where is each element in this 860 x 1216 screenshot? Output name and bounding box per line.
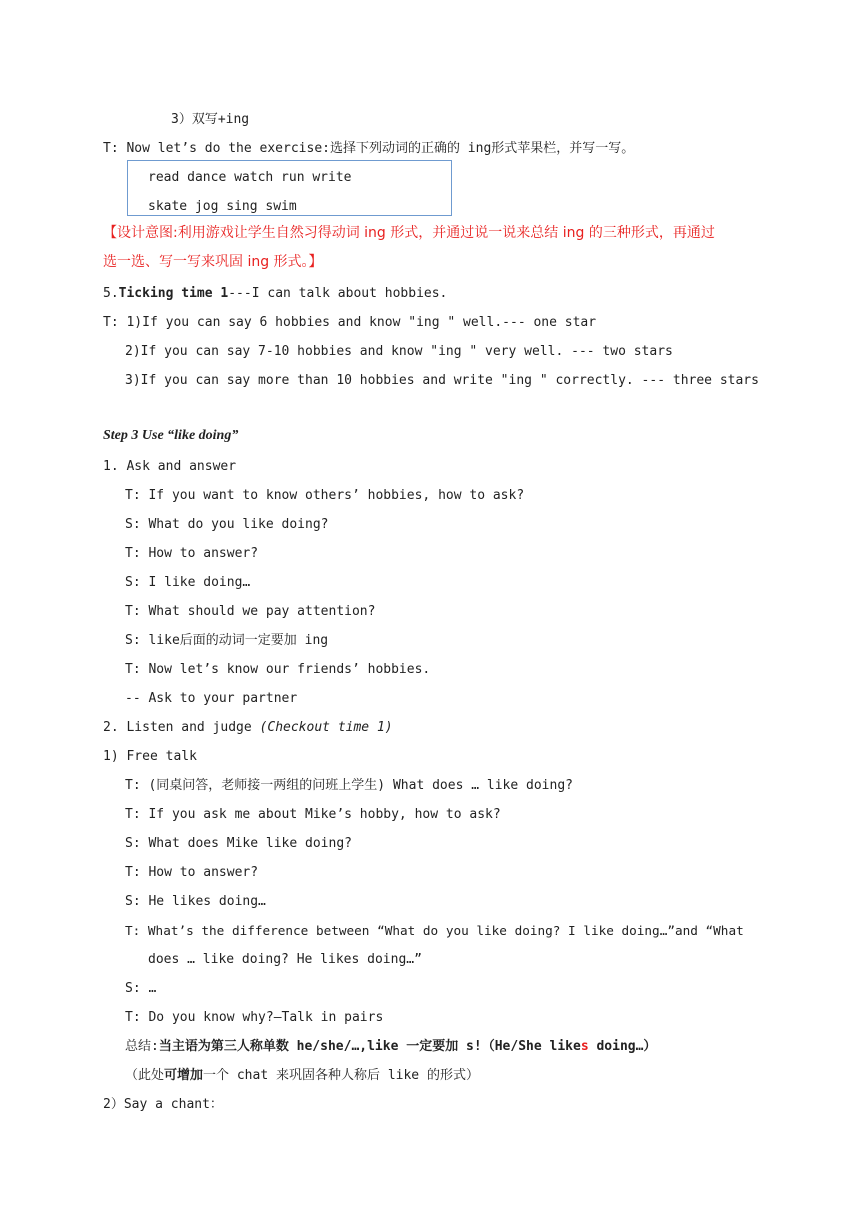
text-line: 3)If you can say more than 10 hobbies and write "ing " correctly. --- three stars xyxy=(125,373,759,388)
listen-judge-line xyxy=(103,719,393,737)
text-line: S: … xyxy=(125,981,157,996)
text-line: S: I like doing… xyxy=(125,575,251,590)
text-line: 1) Free talk xyxy=(103,749,197,764)
text-line: 2)If you can say 7-10 hobbies and know "ing " very well. --- two stars xyxy=(125,344,673,359)
text-line: T: If you want to know others’ hobbies, how to ask? xyxy=(125,488,525,503)
text-line: -- Ask to your partner xyxy=(125,691,298,706)
design-intent: 【设计意图:利用游戏让学生自然习得动词 ing 形式，并通过说一说来总结 ing 的三种形式，再通过 xyxy=(103,225,715,241)
summary-rule-end: doing…） xyxy=(588,1039,657,1054)
text-line: S: What does Mike like doing? xyxy=(125,836,352,851)
listen-judge-label: 2. Listen and judge xyxy=(103,720,260,735)
ticking-number: 5. xyxy=(103,286,119,301)
design-intent: 选一选、写一写来巩固 ing 形式。】 xyxy=(103,254,323,270)
ticking-rest: ---I can talk about hobbies. xyxy=(228,286,448,301)
summary-s-highlight: s xyxy=(580,1039,589,1054)
step-heading: Step 3 Use “like doing” xyxy=(103,428,239,443)
text-line: T: How to answer? xyxy=(125,865,259,880)
word-box-row: read dance watch run write xyxy=(148,170,352,185)
text-line: T: What should we pay attention? xyxy=(125,604,376,619)
note-end: 一个 chat 来巩固各种人称后 like 的形式） xyxy=(203,1068,479,1083)
ticking-title: Ticking time 1 xyxy=(118,286,229,301)
text-line: S: What do you like doing? xyxy=(125,517,329,532)
summary-label: 总结: xyxy=(125,1039,159,1054)
text-line: T: Now let’s do the exercise:选择下列动词的正确的 ing形式苹果栏，并写一写。 xyxy=(103,141,635,156)
checkout-note: (Checkout time 1) xyxy=(259,720,393,735)
text-line: T: (同桌问答，老师接一两组的问班上学生) What does … like doing? xyxy=(125,778,573,793)
note-start: （此处 xyxy=(125,1068,165,1083)
text-line: T: How to answer? xyxy=(125,546,259,561)
summary-line xyxy=(125,1038,656,1056)
text-line: T: Do you know why?—Talk in pairs xyxy=(125,1010,384,1025)
text-line: T: What’s the difference between “What do you like doing? I like doing…”and “What xyxy=(125,923,744,938)
note-line xyxy=(125,1067,479,1085)
text-line: T: Now let’s know our friends’ hobbies. xyxy=(125,662,431,677)
ticking-time-heading xyxy=(103,285,447,303)
text-line: 3）双写+ing xyxy=(171,112,250,127)
text-line: 1. Ask and answer xyxy=(103,459,237,474)
text-line: T: 1)If you can say 6 hobbies and know "ing " well.--- one star xyxy=(103,315,597,330)
text-line: T: If you ask me about Mike’s hobby, how to ask? xyxy=(125,807,501,822)
text-line: does … like doing? He likes doing…” xyxy=(148,952,422,967)
word-box-row: skate jog sing swim xyxy=(148,199,297,214)
text-line: 2）Say a chant： xyxy=(103,1097,223,1112)
text-line: S: like后面的动词一定要加 ing xyxy=(125,633,329,648)
note-emphasis: 可增加 xyxy=(164,1068,204,1083)
summary-rule: 当主语为第三人称单数 he/she/…,like 一定要加 s!（He/She like xyxy=(158,1039,581,1054)
text-line: S: He likes doing… xyxy=(125,894,266,909)
